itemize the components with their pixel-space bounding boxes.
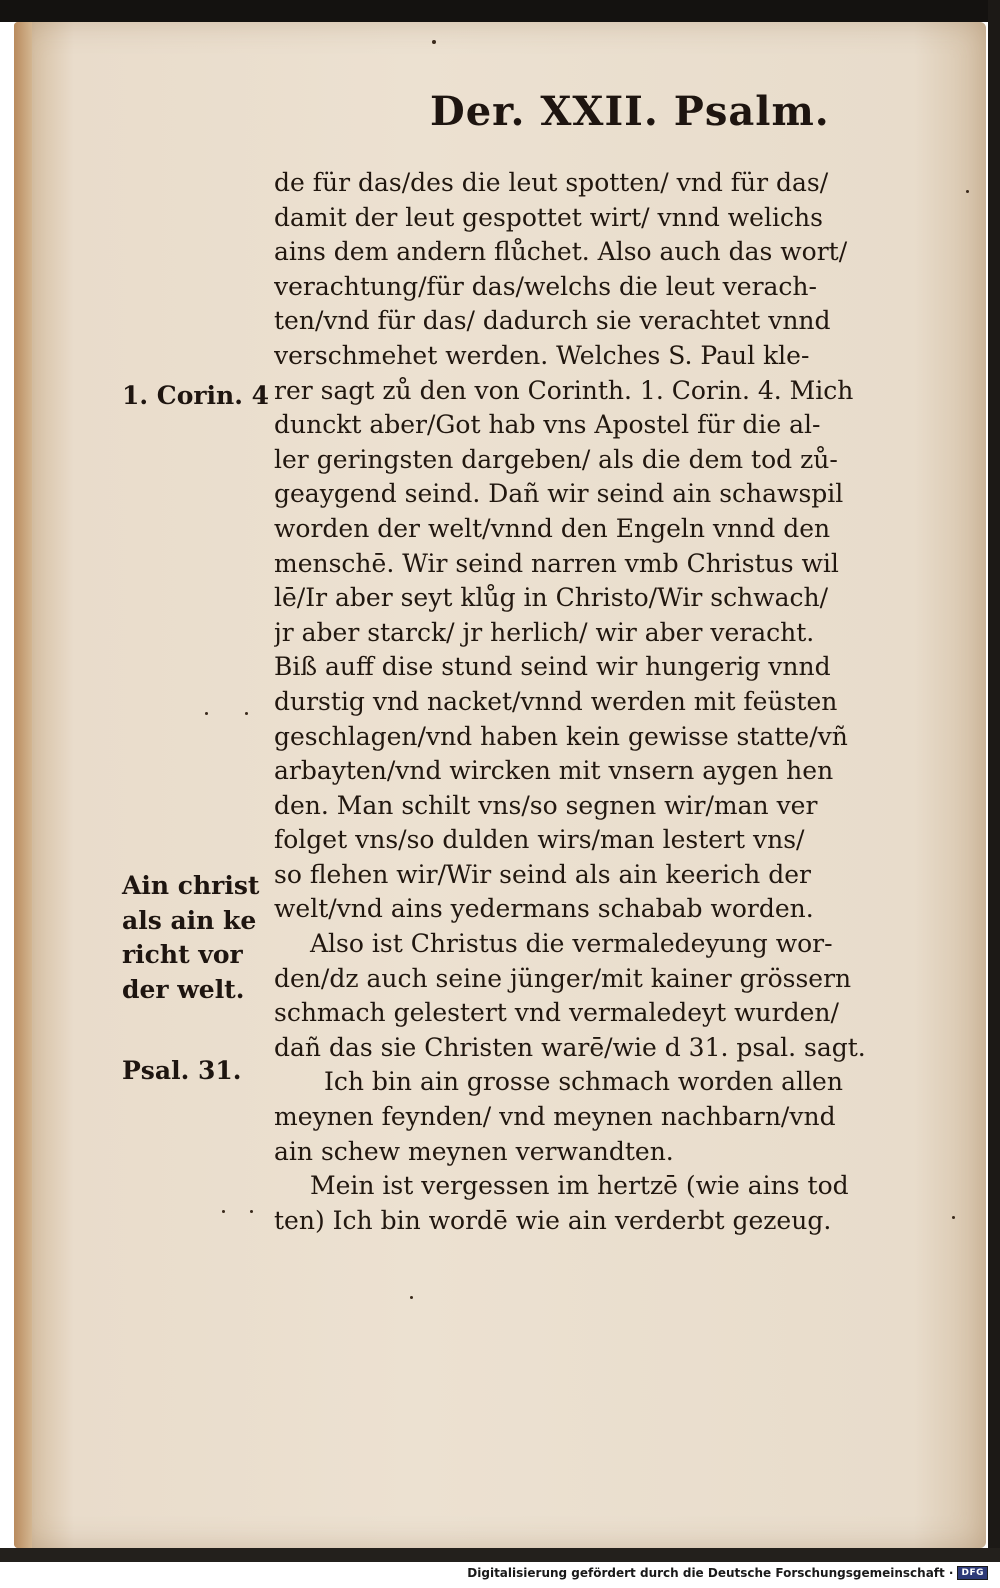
scanner-background-top <box>0 0 1000 22</box>
text-line: Biß auff dise stund seind wir hungerig vnnd <box>274 652 831 682</box>
page-binding-edge <box>14 22 32 1548</box>
text-line: den. Man schilt vns/so segnen wir/man ver <box>274 790 818 820</box>
text-line: verschmehet werden. Welches S. Paul kle- <box>274 340 810 370</box>
digitization-credit <box>467 1566 988 1580</box>
ink-speck <box>432 40 436 44</box>
text-line: menschē. Wir seind narren vmb Christus wil <box>274 548 839 578</box>
main-text-block <box>274 166 936 1238</box>
text-line: rer sagt zů den von Corinth. 1. Corin. 4. Mich <box>274 375 854 405</box>
text-line: verachtung/für das/welchs die leut verach- <box>274 271 817 301</box>
text-line: ten/vnd für das/ dadurch sie verachtet vnnd <box>274 306 831 336</box>
text-line: welt/vnd ains yedermans schabab worden. <box>274 894 814 924</box>
ink-speck <box>205 712 208 715</box>
ink-speck <box>966 190 969 193</box>
text-line: meynen feynden/ vnd meynen nachbarn/vnd <box>274 1102 836 1132</box>
text-line: folget vns/so dulden wirs/man lestert vns/ <box>274 825 805 855</box>
text-line: lē/Ir aber seyt klůg in Christo/Wir schwach/ <box>274 583 829 613</box>
ink-speck <box>410 1296 413 1299</box>
text-line: ains dem andern flůchet. Also auch das wort/ <box>274 237 848 267</box>
ink-speck <box>952 1216 955 1219</box>
margin-note-corinthians: 1. Corin. 4 <box>122 381 270 410</box>
margin-line: der welt. <box>122 974 245 1004</box>
text-line: geaygend seind. Dañ wir seind ain schawspil <box>274 479 844 509</box>
text-line: geschlagen/vnd haben kein gewisse statte/vñ <box>274 721 848 751</box>
margin-line: richt vor <box>122 940 243 970</box>
text-line: arbayten/vnd wircken mit vnsern aygen hen <box>274 756 834 786</box>
text-line: so flehen wir/Wir seind als ain keerich der <box>274 859 811 889</box>
text-line: schmach gelestert vnd vermaledeyt wurden/ <box>274 998 839 1028</box>
scanner-background-right <box>988 0 1000 1560</box>
scanner-background-bottom <box>0 1548 1000 1562</box>
text-line: ain schew meynen verwandten. <box>274 1136 674 1166</box>
credit-text: Digitalisierung gefördert durch die Deutsche Forschungsgemeinschaft · <box>467 1566 954 1580</box>
margin-note-psalm: Psal. 31. <box>122 1056 242 1085</box>
text-line: de für das/des die leut spotten/ vnd für das/ <box>274 168 829 197</box>
text-line: jr aber starck/ jr herlich/ wir aber veracht. <box>274 617 815 647</box>
text-line: den/dz auch seine jünger/mit kainer grössern <box>274 963 852 993</box>
ink-speck <box>245 712 248 715</box>
margin-line: Ain christ <box>122 871 260 900</box>
ink-speck <box>222 1210 225 1213</box>
dfg-logo: DFG <box>957 1566 988 1580</box>
ink-speck <box>250 1210 253 1213</box>
text-line: dañ das sie Christen warē/wie d 31. psal. sagt. <box>274 1032 866 1062</box>
text-line: Mein ist vergessen im hertzē (wie ains tod <box>310 1171 849 1201</box>
text-line: ten) Ich bin wordē wie ain verderbt gezeug. <box>274 1205 832 1235</box>
text-line: damit der leut gespottet wirt/ vnnd welichs <box>274 202 823 232</box>
margin-note-christ <box>122 869 259 1007</box>
running-head: Der. XXII. Psalm. <box>430 88 830 135</box>
text-line: Ich bin ain grosse schmach worden allen <box>324 1067 843 1097</box>
text-line: durstig vnd nacket/vnnd werden mit feüsten <box>274 686 838 716</box>
text-line: ler geringsten dargeben/ als die dem tod zů- <box>274 444 838 474</box>
margin-line: als ain ke <box>122 905 257 935</box>
text-line: Also ist Christus die vermaledeyung wor- <box>310 929 833 959</box>
text-line: worden der welt/vnnd den Engeln vnnd den <box>274 513 831 543</box>
text-line: dunckt aber/Got hab vns Apostel für die al- <box>274 410 821 440</box>
